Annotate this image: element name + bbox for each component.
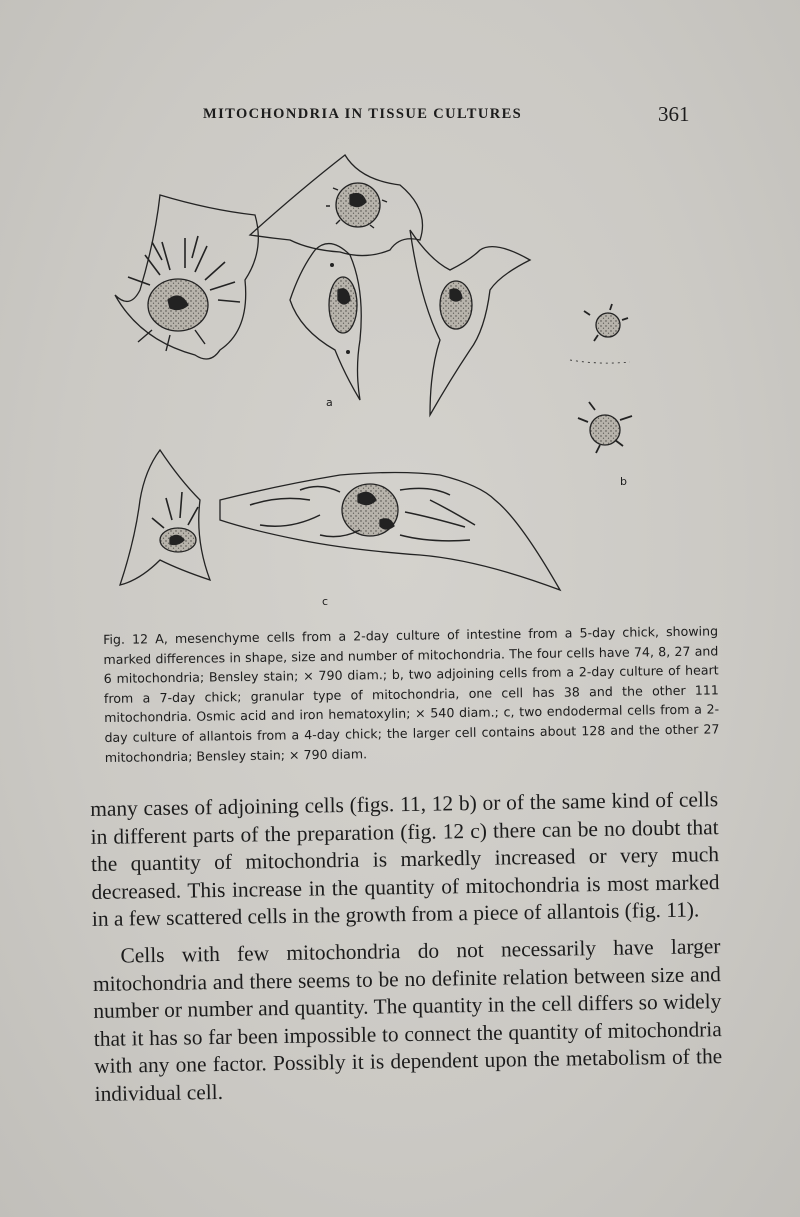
cell-c2 [220, 473, 560, 591]
cells-b [570, 304, 632, 453]
cell-c1 [120, 450, 210, 585]
figure-12-illustration [100, 140, 740, 630]
caption-text: Fig. 12 A, mesenchyme cells from a 2-day culture of intestine from a 5-day chick, showing marked differences in shape, size and number of mitochondria. The four cells have 74, 8, 27 and 6 mitochondria; Bensley stain; × 790 diam.; b, two adjoining cells from a 2-day culture of heart from a 7-day chick; granular type of mitochondria, one cell has 38 and the other 111 mitochondria. Osmic acid and iron hematoxylin; × 540 diam.; c, two endodermal cells from a 2-day culture of allantois from a 4-day chick; the larger cell contains about 128 and the other 27 mitochondria; Bensley stain; × 790 diam. [103, 623, 720, 765]
panel-label-b: b [620, 475, 627, 488]
cell-a1 [115, 195, 258, 359]
running-head [0, 104, 800, 128]
paragraph-1: many cases of adjoining cells (figs. 11, 12 b) or of the same kind of cells in different parts of the preparation (fig. 12 c) there can be no doubt that the quantity of mitochondria is markedly increased or very much decreased. This increase in the quantity of mitochondria is most marked in a few scattered cells in the growth from a piece of allantois (fig. 11). [90, 787, 720, 932]
cell-drawings [100, 140, 740, 630]
running-title: MITOCHONDRIA IN TISSUE CULTURES [203, 106, 523, 122]
panel-label-a: a [326, 396, 333, 409]
cell-a2 [250, 155, 423, 256]
panel-label-c: c [322, 595, 329, 608]
figure-caption [103, 621, 720, 767]
page-number: 361 [658, 102, 690, 126]
paragraph-2: Cells with few mitochondria do not necessarily have larger mitochondria and there seems to be no definite relation between size and number or number and quantity. The quantity in the cell differs so widely that it has so far been impossible to connect the quantity of mitochondria with any one factor. Possibly it is dependent upon the metabolism of the individual cell. [92, 934, 723, 1106]
cell-a3 [290, 244, 361, 400]
body-text [90, 786, 723, 1108]
cell-a4 [410, 230, 530, 415]
